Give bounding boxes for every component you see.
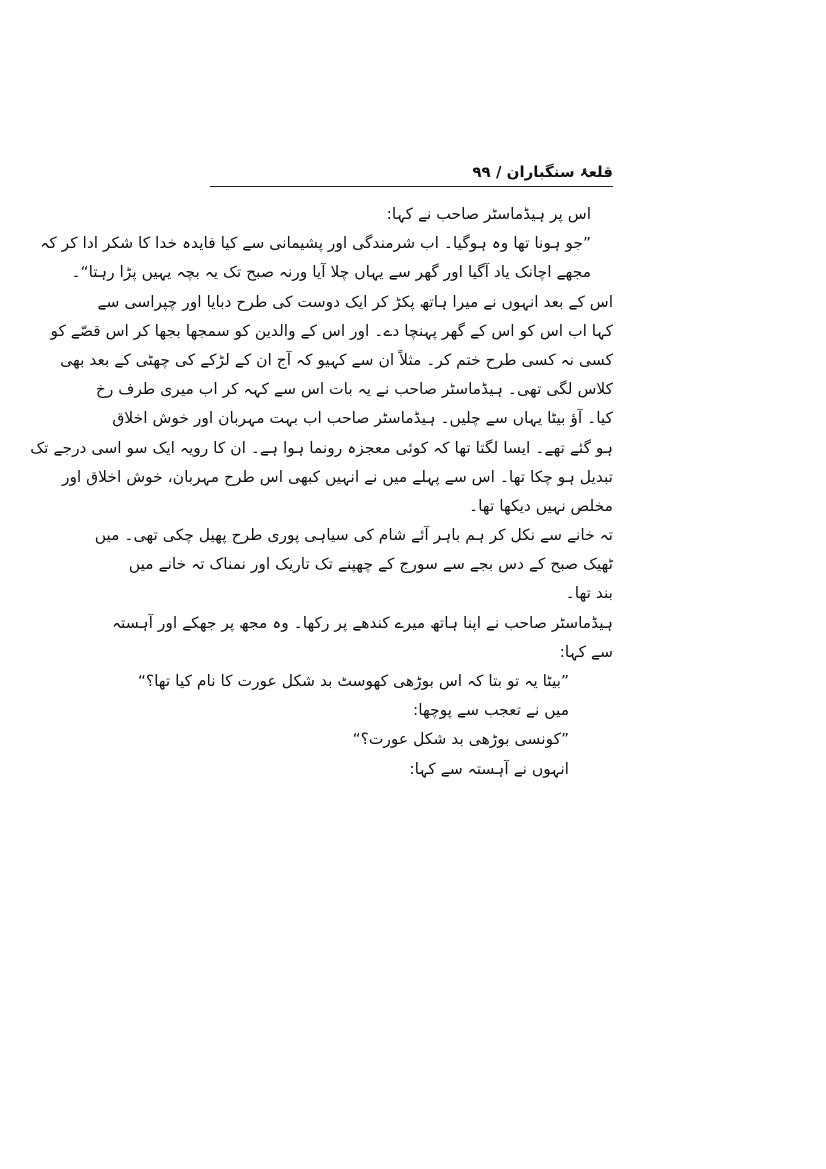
text-line: تہ خانے سے نکل کر ہم باہر آئے شام کی سیاہی پوری طرح پھیل چکی تھی۔ میں xyxy=(94,526,613,545)
text-line: کیا۔ آؤ بیٹا یہاں سے چلیں۔ ہیڈماسٹر صاحب اب بہت مہربان اور خوش اخلاق xyxy=(112,409,613,428)
text-line: اس کے بعد انہوں نے میرا ہاتھ پکڑ کر ایک دوست کی طرح دبایا اور چپراسی سے xyxy=(97,292,613,311)
body-text xyxy=(30,200,613,784)
text-line: کہا اب اس کو اس کے گھر پہنچا دے۔ اور اس کے والدین کو سمجھا بجھا کر اس قصّے کو xyxy=(50,321,613,340)
text-line: ہیڈماسٹر صاحب نے اپنا ہاتھ میرے کندھے پر رکھا۔ وہ مجھ پر جھکے اور آہستہ xyxy=(111,613,613,632)
text-line: کسی نہ کسی طرح ختم کر۔ مثلاً ان سے کہیو کہ آج ان کے لڑکے کی چھٹی کے بعد بھی xyxy=(60,350,613,369)
text-line: مجھے اچانک یاد آگیا اور گھر سے یہاں چلا آیا ورنہ صبح تک یہ بچہ یہیں پڑا رہتا“۔ xyxy=(71,263,591,282)
text-line: میں نے تعجب سے پوچھا: xyxy=(413,701,569,720)
text-line: سے کہا: xyxy=(559,642,613,661)
text-line: مخلص نہیں دیکھا تھا۔ xyxy=(469,496,613,515)
text-line: بند تھا۔ xyxy=(565,584,613,603)
header-rule xyxy=(210,186,613,187)
text-line: انہوں نے آہستہ سے کہا: xyxy=(409,759,569,778)
text-line: تبدیل ہو چکا تھا۔ اس سے پہلے میں نے انہیں کبھی اس طرح مہربان، خوش اخلاق اور xyxy=(61,467,613,486)
text-line: ”بیٹا یہ تو بتا کہ اس بوڑھی کھوسٹ بد شکل عورت کا نام کیا تھا؟“ xyxy=(137,672,569,690)
page-header xyxy=(210,160,613,186)
text-line: ٹھیک صبح کے دس بجے سے سورج کے چھپنے تک تاریک اور نمناک تہ خانے میں xyxy=(128,555,613,574)
text-line: اس پر ہیڈماسٹر صاحب نے کہا: xyxy=(386,205,591,223)
text-line: ”جو ہونا تھا وہ ہوگیا۔ اب شرمندگی اور پشیمانی سے کیا فایدہ خدا کا شکر ادا کر کہ xyxy=(40,234,591,253)
running-head: قلعۂ سنگباران / ۹۹ xyxy=(472,163,613,181)
text-line: کلاس لگی تھی۔ ہیڈماسٹر صاحب نے یہ بات اس سے کہہ کر اب میری طرف رخ xyxy=(95,380,613,399)
text-line: ”کونسی بوڑھی بد شکل عورت؟“ xyxy=(352,730,569,749)
text-line: ہو گئے تھے۔ ایسا لگتا تھا کہ کوئی معجزہ رونما ہوا ہے۔ ان کا رویہ ایک سو اسی درجے تک xyxy=(30,438,613,457)
